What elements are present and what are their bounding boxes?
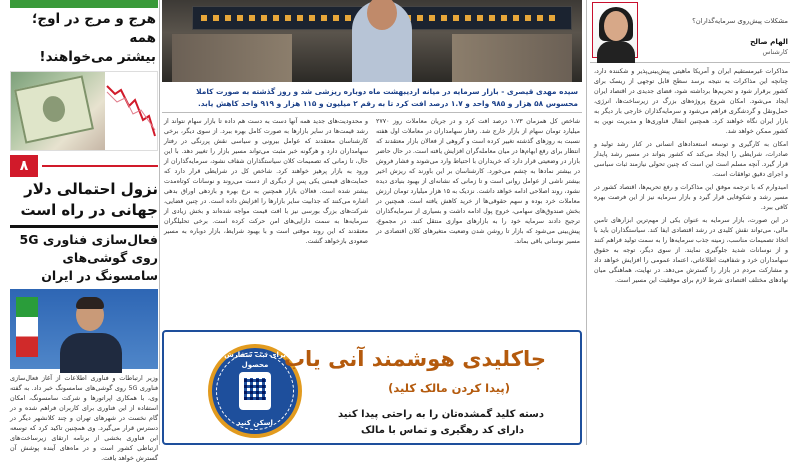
- opinion-paragraph: امکان به کارگیری و توسعه استعدادهای انسانی در کنار رشد تولید و صادرات، شرایطی را ایجاد می‌کند که کشور بتواند در مسیر رشد پایدار قرار گیرد. آنچه مسلم است این است که چنین تحولی نیازمند ثبات سیاسی و اجرای دقیق توافقات است.: [594, 141, 788, 178]
- article-column-a: شاخص کل همزمان ۱.۷۳ درصد افت کرد و در جریان معاملات روز ۲۷۷۰ میلیارد تومان سهام از بازار خارج شد. رفتار سهامداران در معاملات اول هفته نسبت به روزهای گذشته تغییر کرده است و گروهی از فعالان بازار معتقدند که انتظار برای رفع ابهام‌ها در میان معامله‌گران افزایش یافته است. در حال حاضر بازار در وضعیتی قرار دارد که خریداران با احتیاط وارد می‌شوند و فشار فروش در بیشتر نمادها به چشم می‌خورد. کارشناسان بر این باورند که ریزش اخیر بیشتر ناشی از عوامل روانی است و تا زمانی که نشانه‌ای از بهبود بنیادی دیده نشود، روند اصلاحی ادامه خواهد داشت. نزدیک به ۱۵ هزار میلیارد تومان ارزش معاملات خرد بوده و سهم حقوقی‌ها از خرید کاهش یافته است. همچنین در بخش صندوق‌های سهامی، خروج پول ادامه داشت و بسیاری از سرمایه‌گذاران ترجیح دادند سرمایه خود را به بازارهای موازی منتقل کنند. در مجموع، پیش‌بینی می‌شود که بازار تا روشن شدن وضعیت متغیرهای کلان اقتصادی در مسیر نوسانی باقی بماند.: [376, 118, 580, 245]
- section-divider: [10, 225, 158, 228]
- advert-line-2: دارای کد رهگیری و تماس با مالک: [360, 425, 524, 436]
- falling-line-icon: [105, 72, 157, 150]
- left-column: [10, 0, 158, 462]
- author-meta: [644, 2, 788, 58]
- fava-headline[interactable]: فعال‌سازی فناوری 5G روی گوشی‌های سامسونگ در ایران: [19, 232, 158, 283]
- middle-column: [162, 0, 582, 445]
- author-name: الهام صالح: [750, 37, 788, 46]
- flag-graphic: [16, 297, 38, 357]
- item-number-row: [10, 155, 158, 177]
- article-body: [162, 113, 582, 325]
- number-divider: [42, 165, 158, 167]
- dollar-headline[interactable]: نزول احتمالی دلار جهانی در راه است: [20, 180, 158, 219]
- advert-line-1: دسته کلید گمشده‌تان را به راحتی پیدا کنید: [337, 409, 544, 420]
- author-avatar: [592, 2, 638, 58]
- top-color-bar: [10, 0, 158, 8]
- article-column-b: و محدودیت‌های جدید همه آنها دست به دست هم داده تا بازار سهام نتواند از رشد قیمت‌ها در سایر بازارها به صورت کامل بهره ببرد. از سوی دیگر، برخی کارشناسان معتقدند که عوامل بیرونی و سیاسی نقش پررنگی در رفتار سهامداران دارد و هرگونه خبر مثبت می‌تواند مسیر بازار را تغییر دهد. با این حال، تا زمانی که تصمیمات کلان سیاستگذاران شفاف نشود، سرمایه‌گذاران از ورود به بازار پرهیز خواهند کرد. شاخص کل در شرایطی قرار دارد که حمایت‌های قیمتی یکی پس از دیگری از دست می‌روند و نوسانات کوتاه‌مدت بیشتر شده است. فعالان بازار همچنین به نرخ بهره و بازدهی اوراق بدهی اشاره می‌کنند که جذابیت سایر بازارها را افزایش داده است. در چنین فضایی، شرکت‌های بزرگ بورسی نیز با افت قیمت مواجه شده‌اند و بخش زیادی از سرمایه‌ها به سمت دارایی‌های امن حرکت کرده است. برخی تحلیلگران معتقدند که این روند موقتی است و با بهبود شرایط، بازار دوباره به مسیر صعودی بازخواهد گشت.: [164, 118, 368, 245]
- author-question: مشکلات پیش‌روی سرمایه‌گذاران؟: [692, 17, 788, 25]
- keychain-advert[interactable]: [162, 330, 582, 445]
- right-column: [590, 0, 790, 445]
- stock-market-photo: [162, 0, 582, 82]
- badge-top-text: برای ثبت سفارش محصول: [224, 351, 286, 369]
- opinion-text: [590, 63, 790, 443]
- hardship-headline-line2: بیشتر می‌خواهند!: [39, 49, 156, 65]
- qr-code-icon: [239, 372, 271, 410]
- column-rule: [159, 0, 160, 445]
- advert-subtitle: (پیدا کردن مالک کلید): [388, 381, 510, 395]
- advert-title: جاکلیدی هوشمند آنی یاب: [283, 347, 546, 371]
- badge-bottom-text: اسکن کنید: [237, 419, 273, 427]
- fava-body-text: وزیر ارتباطات و فناوری اطلاعات از آغاز فعال‌سازی فناوری 5G روی گوشی‌های سامسونگ خبر داد. به گفته وی، با همکاری اپراتورها و شرکت سامسونگ، امکان استفاده از این فناوری برای کاربران فراهم شده و در گام نخست در شهرهای تهران و چند کلانشهر دیگر در دسترس قرار می‌گیرد. وی همچنین تاکید کرد که توسعه این فناوری بخشی از برنامه ارتقای زیرساخت‌های ارتباطی کشور است و در ماه‌های آینده پوشش آن گسترش خواهد یافت.: [10, 374, 158, 462]
- opinion-paragraph: مذاکرات غیرمستقیم ایران و آمریکا ماهیتی پیش‌بینی‌پذیر و شکننده دارد، چنانچه این مذاکرات به نتیجه برسد سطح قابل توجهی از ریسک برای کشور برقرار شود و تحریم‌ها برداشته شود، فضای جدیدی در اقتصاد ایران ایجاد می‌شود. امکان شروع پروژه‌های بزرگ در زیرساخت‌ها، انرژی، حمل‌ونقل و گردشگری فراهم می‌شود و سرمایه‌گذاران خارجی بار دیگر به بازار ایران نگاه خواهند کرد. همچنین انتقال فناوری‌ها و مدیریت نوین به کشور ممکن خواهد شد.: [594, 68, 788, 135]
- author-box: [590, 0, 790, 63]
- falling-chart-graphic: [105, 72, 157, 150]
- photo-caption: سیده مهدی قیصری - بازار سرمایه در میانه اردیبهشت ماه دوباره ریزشی شد و روز گذشته به صورت کاملا محسوس ۵۸ هزار و ۹۸۵ واحد و ۱.۷ درصد افت کرد تا به رقم ۲ میلیون و ۱۱۵ هزار و ۹۱۹ واحد کاهش یابد.: [162, 82, 582, 113]
- opinion-paragraph: در این صورت، بازار سرمایه به عنوان یکی از مهم‌ترین ابزارهای تامین مالی، می‌تواند نقش کلیدی در رشد اقتصادی ایفا کند. سیاستگذاران باید با اتخاذ تصمیمات مناسب، زمینه جذب سرمایه‌ها را به سمت تولید فراهم کنند و از نوسانات شدید جلوگیری نمایند. از سوی دیگر، توجه به حقوق سهامداران خرد و شفافیت اطلاعاتی، اعتماد عمومی را افزایش خواهد داد و مشارکت مردم در بازار را گسترش می‌دهد. در نهایت، هماهنگی میان نهادهای مختلف اقتصادی شرط لازم برای موفقیت این مسیر است.: [594, 217, 788, 284]
- author-role: کارشناس: [762, 48, 788, 56]
- column-rule: [586, 0, 587, 445]
- opinion-paragraph: امیدوارم که با ترجمه موفق این مذاکرات و رفع تحریم‌ها، اقتصاد کشور در مسیر رشد و شکوفایی قرار گیرد و بازار سرمایه نیز از این فرصت بهره کافی ببرد.: [594, 184, 788, 211]
- minister-photo: [10, 289, 158, 369]
- item-number-badge: ۸: [10, 155, 38, 177]
- money-chart-image: [10, 71, 158, 151]
- hardship-headline-line1: هرج و مرج در اوج؛ همه: [31, 11, 156, 46]
- dollar-bill-photo: [11, 72, 105, 150]
- hardship-headline[interactable]: [10, 8, 158, 67]
